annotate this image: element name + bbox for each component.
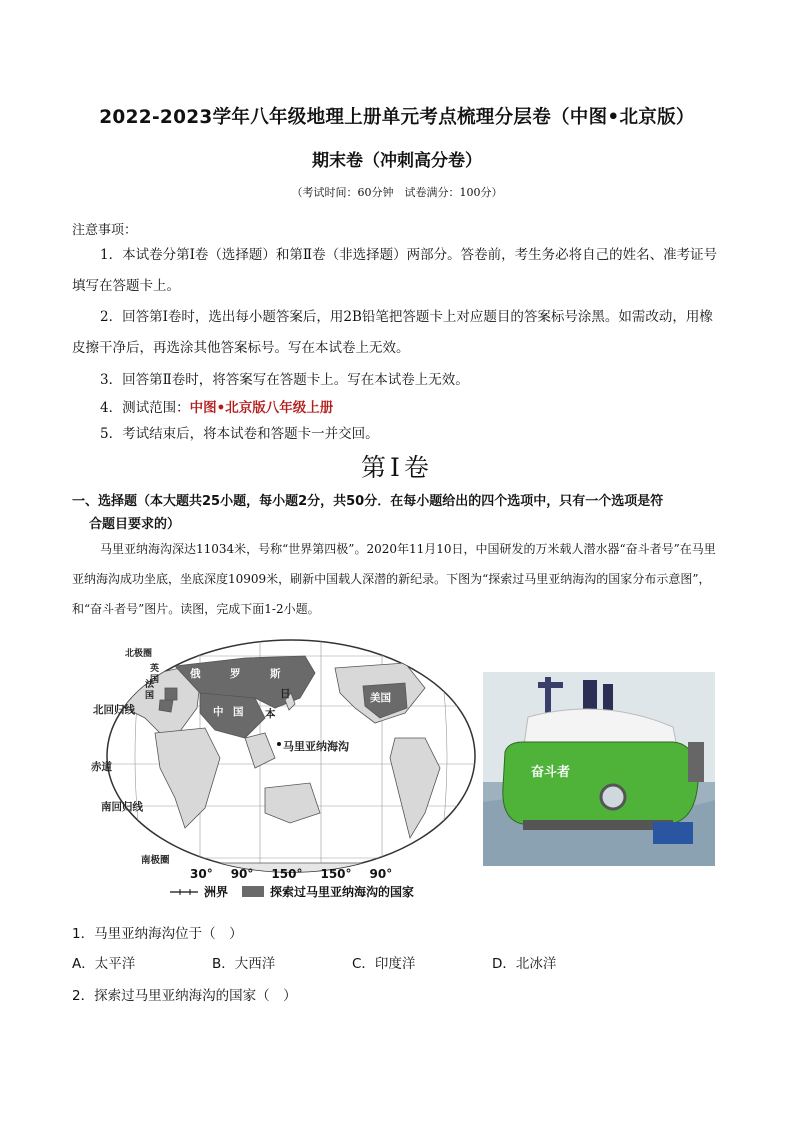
notice-item-2: 2．回答第Ⅰ卷时，选出每小题答案后，用2B铅笔把答题卡上对应题目的答案标号涂黑。如需改动，用橡皮擦干净后，再选涂其他答案标号。写在本试卷上无效。 bbox=[72, 309, 713, 356]
world-map-figure bbox=[91, 638, 477, 874]
label-russia-1: 俄 bbox=[190, 668, 201, 680]
longitude-labels bbox=[190, 867, 392, 881]
choice-section-heading bbox=[72, 490, 732, 536]
question-2: 2．探索过马里亚纳海沟的国家（ ） bbox=[72, 988, 297, 1004]
longitude-label: 150° bbox=[271, 867, 303, 881]
option-d[interactable]: D．北冰洋 bbox=[492, 956, 557, 972]
label-mariana-trench: 马里亚纳海沟 bbox=[283, 740, 349, 753]
label-tropic-capricorn: 南回归线 bbox=[101, 801, 143, 813]
notice-heading: 注意事项： bbox=[72, 223, 138, 238]
label-uk: 英国 bbox=[150, 664, 160, 685]
trench-marker bbox=[277, 742, 281, 746]
option-b[interactable]: B．大西洋 bbox=[212, 956, 276, 972]
question-1-options bbox=[72, 952, 632, 972]
uk-region bbox=[165, 688, 177, 700]
hull-text: 奋斗者 bbox=[531, 765, 571, 780]
longitude-label: 150° bbox=[320, 867, 352, 881]
label-japan-1: 日 bbox=[280, 688, 291, 700]
label-equator: 赤道 bbox=[91, 761, 112, 773]
choice-heading-line-1: 一、选择题（本大题共25小题，每小题2分，共50分．在每小题给出的四个选项中，只有一个选项是符 bbox=[72, 494, 664, 509]
test-scope: 中图•北京版八年级上册 bbox=[189, 400, 334, 416]
notice-item-5: 5．考试结束后，将本试卷和答题卡一并交回。 bbox=[100, 426, 379, 442]
label-north-polar: 北极圈 bbox=[125, 649, 153, 659]
section-title: 第Ⅰ卷 bbox=[361, 453, 433, 482]
label-china-1: 中 bbox=[213, 706, 224, 718]
question-1: 1．马里亚纳海沟位于（ ） bbox=[72, 926, 243, 942]
label-tropic-cancer: 北回归线 bbox=[93, 704, 135, 716]
explored-swatch bbox=[242, 886, 264, 897]
notice-item-1: 1．本试卷分第Ⅰ卷（选择题）和第Ⅱ卷（非选择题）两部分。答卷前，考生务必将自己的姓名、准考证号填写在答题卡上。 bbox=[72, 247, 718, 294]
france-region bbox=[159, 700, 173, 712]
longitude-label: 30° bbox=[190, 867, 213, 881]
paper-subtitle: 期末卷（冲刺高分卷） bbox=[312, 151, 482, 171]
label-china-2: 国 bbox=[233, 706, 244, 718]
label-france: 法国 bbox=[145, 680, 155, 701]
submersible-illustration bbox=[483, 672, 715, 866]
boundary-line-icon bbox=[170, 888, 198, 896]
intro-paragraph: 马里亚纳海沟深达11034米，号称“世界第四极”。2020年11月10日，中国研发的万米载人潜水器“奋斗者号”在马里亚纳海沟成功坐底，坐底深度10909米，刷新中国载人深潜的新纪录。下图为“探索过马里亚纳海沟的国家分布示意图”，和“奋斗者号”图片。读图，完成下面1-2小题。 bbox=[72, 542, 716, 616]
page-title: 2022-2023学年八年级地理上册单元考点梳理分层卷（中图•北京版） bbox=[99, 107, 695, 128]
label-russia-3: 斯 bbox=[270, 668, 281, 680]
legend-boundary: 洲界 bbox=[204, 885, 229, 899]
label-russia-2: 罗 bbox=[230, 668, 241, 680]
notice-item-3: 3．回答第Ⅱ卷时，将答案写在答题卡上。写在本试卷上无效。 bbox=[100, 372, 469, 388]
option-a[interactable]: A．太平洋 bbox=[72, 956, 136, 972]
longitude-label: 90° bbox=[369, 867, 393, 881]
option-c[interactable]: C．印度洋 bbox=[352, 956, 416, 972]
label-usa: 美国 bbox=[370, 692, 391, 704]
label-japan-2: 本 bbox=[265, 708, 276, 720]
notice-item-4-prefix: 4．测试范围： bbox=[100, 400, 190, 416]
submersible-photo bbox=[483, 672, 715, 866]
legend-explored: 探索过马里亚纳海沟的国家 bbox=[270, 885, 415, 899]
exam-info: （考试时间：60分钟 试卷满分：100分） bbox=[291, 186, 503, 199]
map-legend bbox=[170, 883, 414, 900]
longitude-label: 90° bbox=[230, 867, 254, 881]
label-south-polar: 南极圈 bbox=[141, 855, 170, 866]
choice-heading-line-2: 合题目要求的） bbox=[89, 517, 181, 532]
